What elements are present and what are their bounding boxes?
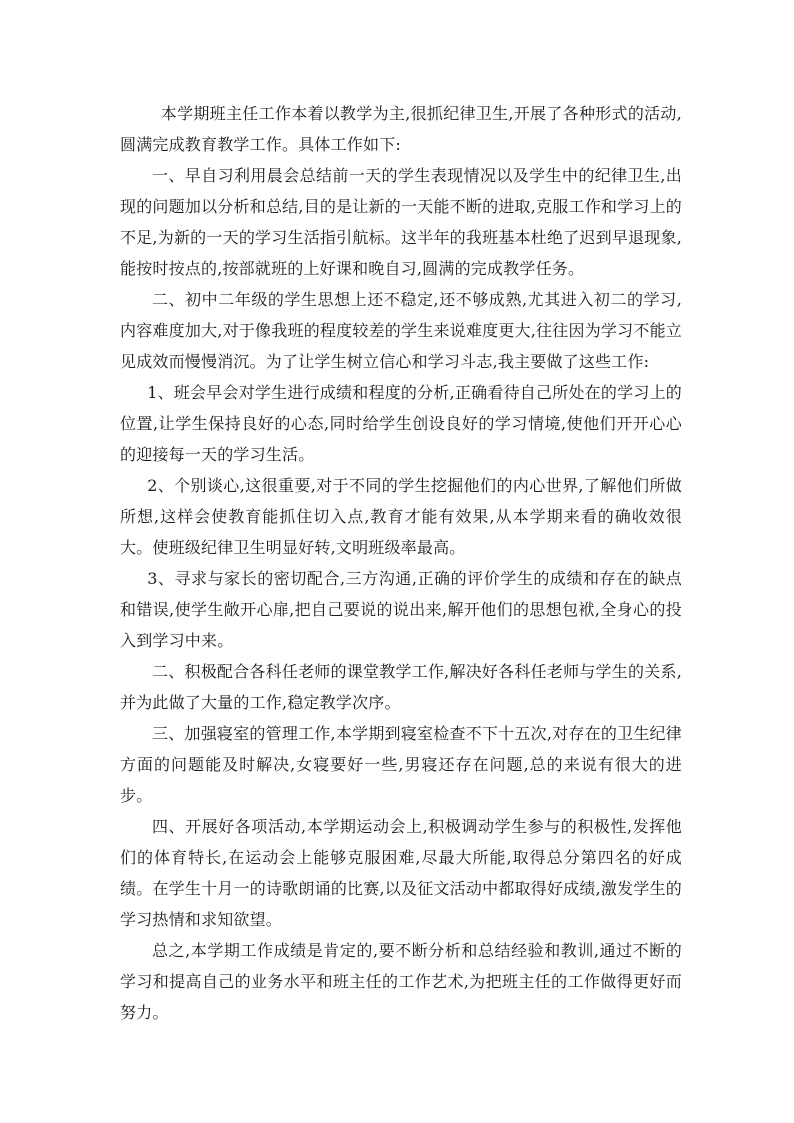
section-three-paragraph: 三、加强寝室的管理工作,本学期到寝室检查不下十五次,对存在的卫生纪律方面的问题能及时解决,女寝要好一些,男寝还存在问题,总的来说有很大的进步。 <box>120 724 682 805</box>
section-two-b-paragraph: 二、积极配合各科任老师的课堂教学工作,解决好各科任老师与学生的关系,并为此做了大量的工作,稳定教学次序。 <box>120 662 682 712</box>
section-two-paragraph: 二、初中二年级的学生思想上还不稳定,还不够成熟,尤其进入初二的学习,内容难度加大,对于像我班的程度较差的学生来说难度更大,往往因为学习不能立见成效而慢慢消沉。为了让学生树立信心和学习斗志,我主要做了这些工作: <box>120 290 682 371</box>
conclusion-paragraph: 总之,本学期工作成绩是肯定的,要不断分析和总结经验和教训,通过不断的学习和提高自己的业务水平和班主任的工作艺术,为把班主任的工作做得更好而努力。 <box>120 941 682 1022</box>
item-one-paragraph: 1、班会早会对学生进行成绩和程度的分析,正确看待自己所处在的学习上的位置,让学生保持良好的心态,同时给学生创设良好的学习情境,使他们开开心心的迎接每一天的学习生活。 <box>120 383 682 464</box>
item-two-paragraph: 2、个别谈心,这很重要,对于不同的学生挖掘他们的内心世界,了解他们所做所想,这样会使教育能抓住切入点,教育才能有效果,从本学期来看的确收效很大。使班级纪律卫生明显好转,文明班级率最高。 <box>120 476 682 557</box>
intro-paragraph: 本学期班主任工作本着以教学为主,很抓纪律卫生,开展了各种形式的活动,圆满完成教育教学工作。具体工作如下: <box>120 104 682 154</box>
document-body <box>120 98 682 1028</box>
section-one-paragraph: 一、早自习利用晨会总结前一天的学生表现情况以及学生中的纪律卫生,出现的问题加以分析和总结,目的是让新的一天能不断的进取,克服工作和学习上的不足,为新的一天的学习生活指引航标。这半年的我班基本杜绝了迟到早退现象,能按时按点的,按部就班的上好课和晚自习,圆满的完成教学任务。 <box>120 166 682 278</box>
section-four-paragraph: 四、开展好各项活动,本学期运动会上,积极调动学生参与的积极性,发挥他们的体育特长,在运动会上能够克服困难,尽最大所能,取得总分第四名的好成绩。在学生十月一的诗歌朗诵的比赛,以及征文活动中都取得好成绩,激发学生的学习热情和求知欲望。 <box>120 817 682 929</box>
item-three-paragraph: 3、寻求与家长的密切配合,三方沟通,正确的评价学生的成绩和存在的缺点和错误,使学生敞开心扉,把自己要说的说出来,解开他们的思想包袱,全身心的投入到学习中来。 <box>120 569 682 650</box>
